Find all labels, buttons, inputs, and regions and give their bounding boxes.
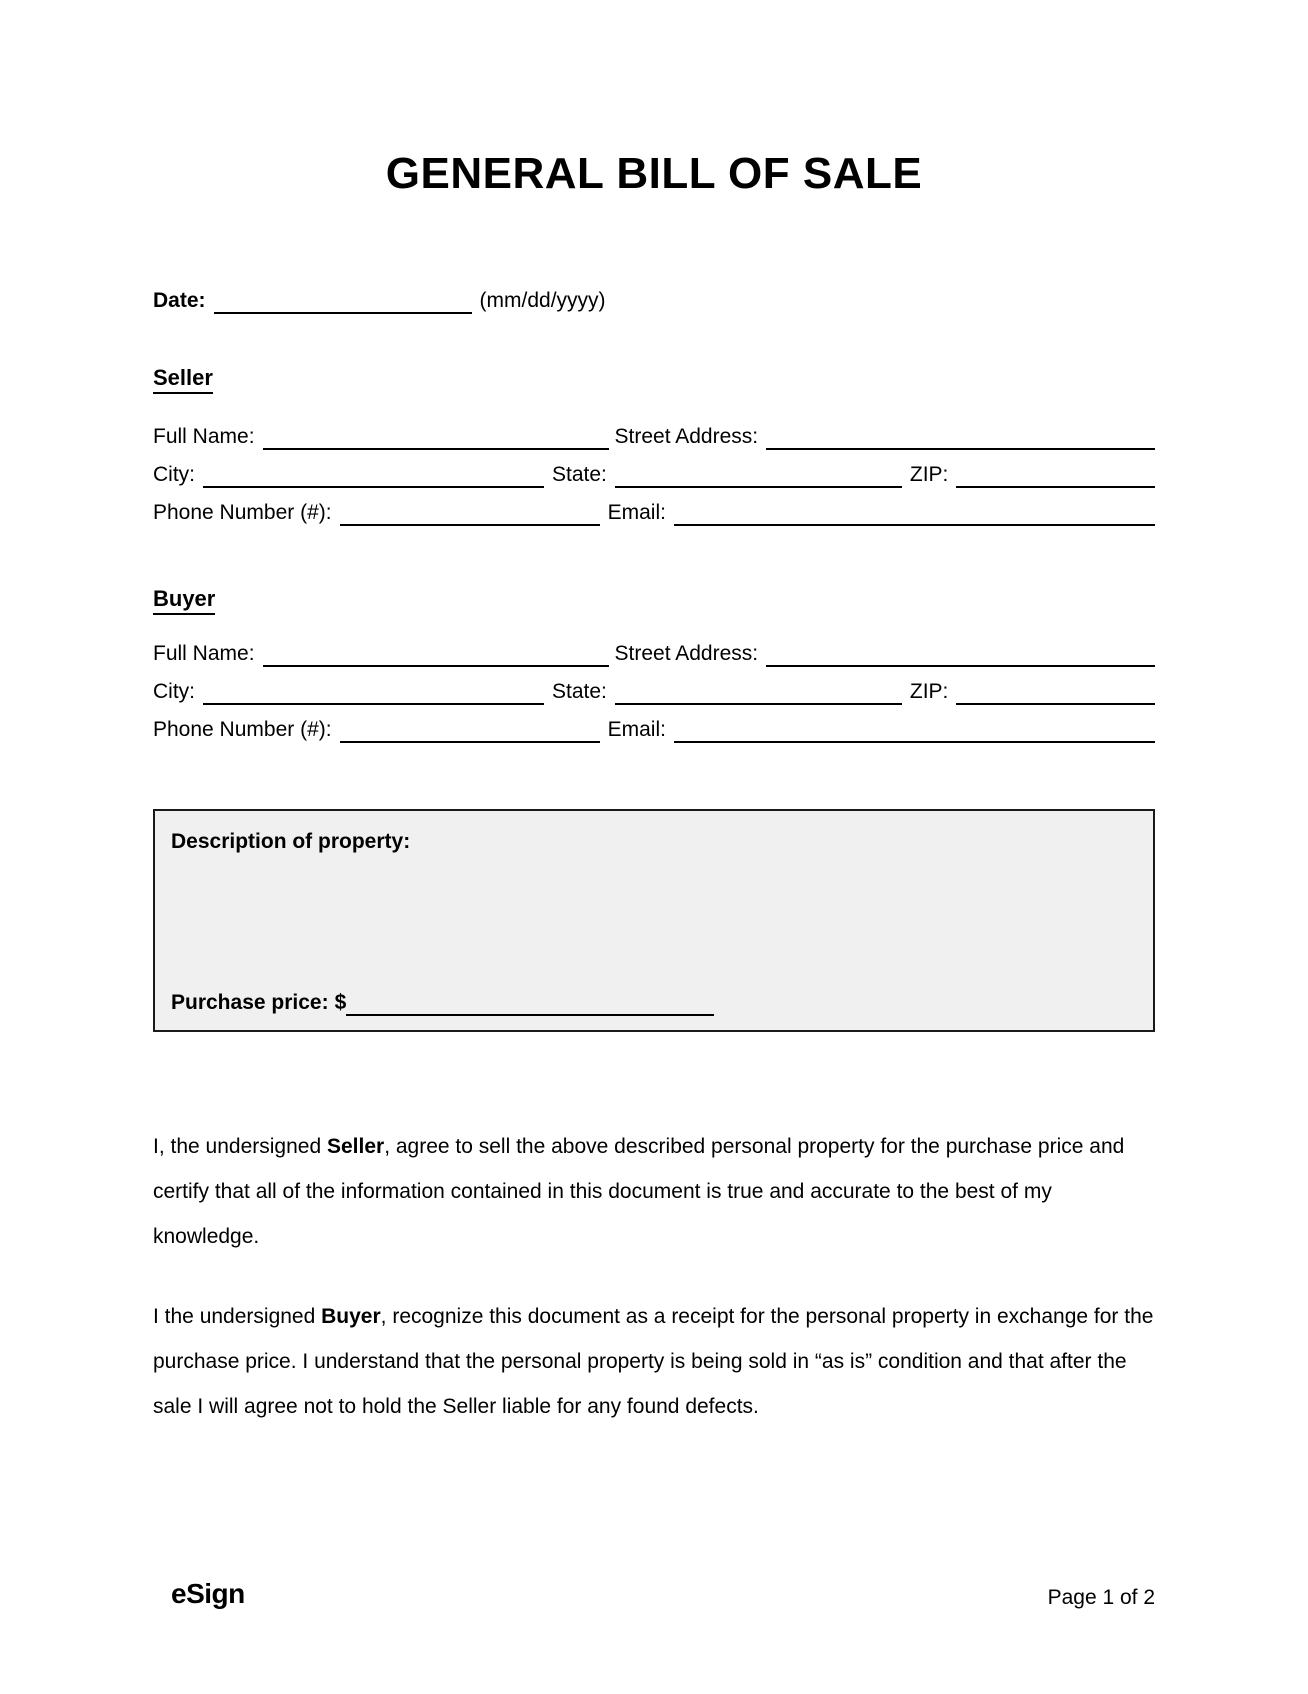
buyer-clause-paragraph — [153, 1294, 1155, 1429]
seller-street-address-line[interactable] — [766, 425, 1155, 450]
buyer-city-state-zip-row — [153, 679, 1155, 705]
buyer-street-address-label: Street Address: — [614, 642, 759, 665]
buyer-phone-line[interactable] — [340, 718, 600, 743]
seller-name-address-row — [153, 424, 1155, 450]
buyer-city-label: City: — [153, 680, 195, 703]
buyer-state-line[interactable] — [615, 680, 902, 705]
page-title: GENERAL BILL OF SALE — [385, 149, 923, 198]
currency-symbol: $ — [334, 991, 347, 1014]
seller-full-name-line[interactable] — [263, 425, 609, 450]
seller-heading: Seller — [153, 365, 213, 394]
seller-phone-line[interactable] — [340, 501, 600, 526]
buyer-phone-email-row — [153, 717, 1155, 743]
seller-zip-line[interactable] — [956, 463, 1155, 488]
seller-clause-bold-word: Seller — [326, 1135, 385, 1158]
seller-street-address-label: Street Address: — [614, 425, 759, 448]
seller-state-label: State: — [552, 463, 607, 486]
buyer-street-address-line[interactable] — [766, 642, 1155, 667]
seller-full-name-label: Full Name: — [153, 425, 255, 448]
buyer-heading: Buyer — [153, 586, 215, 615]
purchase-price-line[interactable] — [346, 991, 714, 1016]
buyer-clause-suffix: , recognize this document as a receipt for the personal property in exchange for the purchase price. I understand that the personal property is being sold in “as is” condition and that after the sale I will agree not to hold the Seller liable for any found defects. — [153, 1305, 1154, 1418]
seller-clause-paragraph — [153, 1124, 1155, 1259]
buyer-name-address-row — [153, 641, 1155, 667]
buyer-phone-label: Phone Number (#): — [153, 718, 332, 741]
purchase-price-label: Purchase price: — [171, 991, 329, 1014]
page-indicator: Page 1 of 2 — [1047, 1586, 1155, 1609]
description-of-property-label: Description of property: — [171, 830, 411, 853]
date-format-hint: (mm/dd/yyyy) — [479, 289, 606, 312]
seller-zip-label: ZIP: — [909, 463, 949, 486]
description-blank-area[interactable] — [171, 855, 1137, 990]
buyer-email-line[interactable] — [674, 718, 1155, 743]
buyer-state-label: State: — [552, 680, 607, 703]
buyer-full-name-label: Full Name: — [153, 642, 255, 665]
buyer-email-label: Email: — [607, 718, 666, 741]
buyer-zip-line[interactable] — [956, 680, 1155, 705]
buyer-city-line[interactable] — [203, 680, 544, 705]
date-label: Date: — [153, 289, 206, 312]
seller-email-label: Email: — [607, 501, 666, 524]
esign-logo: eSign — [171, 1578, 245, 1609]
seller-city-line[interactable] — [203, 463, 544, 488]
seller-clause-suffix: , agree to sell the above described personal property for the purchase price and certify that all of the information contained in this document is true and accurate to the best of my knowledge. — [153, 1135, 1125, 1248]
seller-clause-prefix: I, the undersigned — [153, 1135, 327, 1158]
property-description-box — [153, 809, 1155, 1032]
purchase-price-row — [171, 990, 1137, 1016]
seller-city-state-zip-row — [153, 462, 1155, 488]
date-blank-line[interactable] — [214, 289, 472, 314]
seller-phone-label: Phone Number (#): — [153, 501, 332, 524]
buyer-clause-bold-word: Buyer — [321, 1305, 381, 1328]
seller-email-line[interactable] — [674, 501, 1155, 526]
seller-state-line[interactable] — [615, 463, 902, 488]
seller-city-label: City: — [153, 463, 195, 486]
seller-phone-email-row — [153, 500, 1155, 526]
buyer-full-name-line[interactable] — [263, 642, 609, 667]
buyer-clause-prefix: I the undersigned — [153, 1305, 322, 1328]
date-row — [153, 288, 1155, 314]
buyer-zip-label: ZIP: — [909, 680, 949, 703]
